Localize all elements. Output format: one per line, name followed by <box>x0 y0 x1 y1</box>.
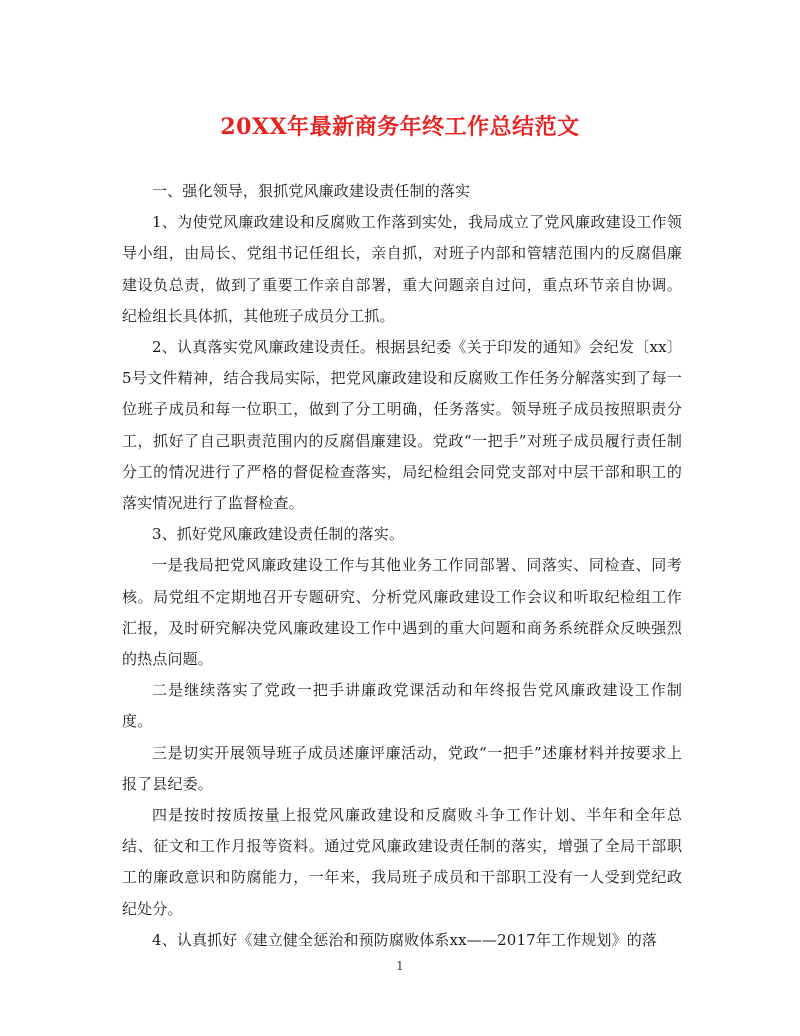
page-number: 1 <box>396 959 404 973</box>
paragraph: 三是切实开展领导班子成员述廉评廉活动，党政“一把手”述廉材料并按要求上报了县纪委。 <box>122 743 682 793</box>
paragraph: 2、认真落实党风廉政建设责任。根据县纪委《关于印发的通知》会纪发〔xx〕5号文件精神，结合我局实际，把党风廉政建设和反腐败工作任务分解落实到了每一位班子成员和每一位职工，做到了分工明确，任务落实。领导班子成员按照职责分工，抓好了自己职责范围内的反腐倡廉建设。党政“一把手”对班子成员履行责任制分工的情况进行了严格的督促检查落实，局纪检组会同党支部对中层干部和职工的落实情况进行了监督检查。 <box>122 338 682 513</box>
document-body <box>122 176 682 956</box>
paragraph: 一是我局把党风廉政建设工作与其他业务工作同部署、同落实、同检查、同考核。局党组不定期地召开专题研究、分析党风廉政建设工作会议和听取纪检组工作汇报，及时研究解决党风廉政建设工作中遇到的重大问题和商务系统群众反映强烈的热点问题。 <box>122 556 682 669</box>
paragraph: 四是按时按质按量上报党风廉政建设和反腐败斗争工作计划、半年和全年总结、征文和工作月报等资料。通过党风廉政建设责任制的落实，增强了全局干部职工的廉政意识和防腐能力，一年来，我局班子成员和干部职工没有一人受到党纪政纪处分。 <box>122 806 682 918</box>
section-heading: 一、强化领导，狠抓党风廉政建设责任制的落实 <box>152 182 471 200</box>
paragraph: 3、抓好党风廉政建设责任制的落实。 <box>152 525 405 544</box>
document-title: 20XX年最新商务年终工作总结范文 <box>220 114 580 140</box>
paragraph: 二是继续落实了党政一把手讲廉政党课活动和年终报告党风廉政建设工作制度。 <box>122 681 682 731</box>
paragraph: 1、为使党风廉政建设和反腐败工作落到实处，我局成立了党风廉政建设工作领导小组，由局长、党组书记任组长，亲自抓，对班子内部和管辖范围内的反腐倡廉建设负总责，做到了重要工作亲自部署，重大问题亲自过问，重点环节亲自协调。纪检组长具体抓，其他班子成员分工抓。 <box>122 213 682 325</box>
paragraph: 4、认真抓好《建立健全惩治和预防腐败体系xx——2017年工作规划》的落 <box>152 930 658 949</box>
